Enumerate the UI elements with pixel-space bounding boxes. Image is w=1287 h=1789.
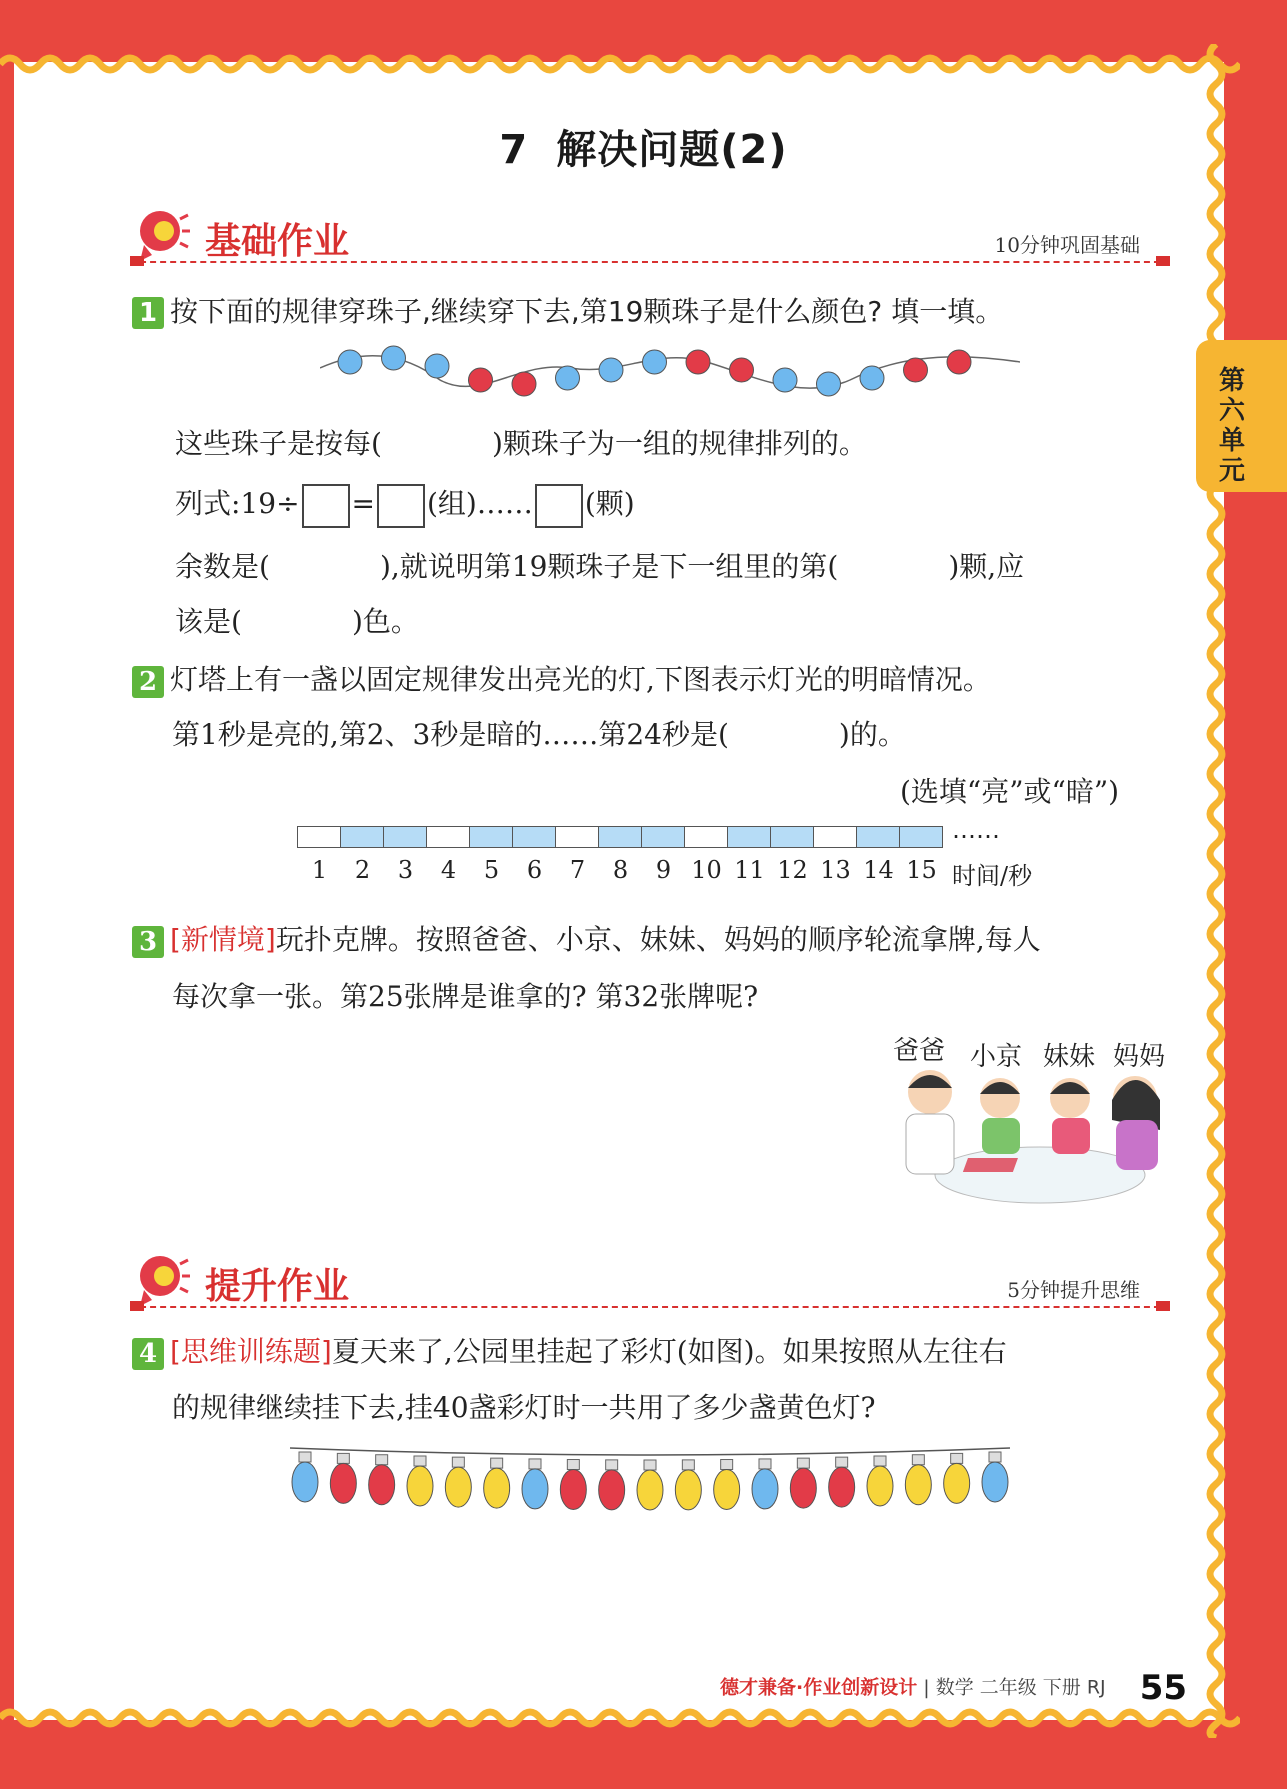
bead-red [686, 350, 710, 374]
bead-blue [338, 350, 362, 374]
q2-hint: (选填“亮”或“暗”) [900, 775, 1120, 808]
light-bulb-yellow [714, 1460, 740, 1510]
light-bulb-blue [292, 1452, 318, 1502]
cell-dark [899, 826, 943, 848]
question-2 [132, 658, 991, 698]
unit-side-tab [1196, 340, 1287, 492]
footer-brand: 德才兼备·作业创新设计 [720, 1676, 918, 1699]
cell-dark [469, 826, 513, 848]
rule-cap [1156, 1301, 1170, 1311]
light-bulb-red [829, 1457, 855, 1507]
time-tick: 7 [569, 856, 586, 884]
bead-blue [425, 354, 449, 378]
light-bulb-yellow [867, 1456, 893, 1506]
xiaojing-figure [980, 1078, 1020, 1154]
name-label: 小京 [970, 1042, 1023, 1072]
q1-formula [175, 482, 635, 528]
light-bulb-yellow [445, 1457, 471, 1507]
cell-lit [297, 826, 341, 848]
light-bulb-red [790, 1458, 816, 1508]
page-title [0, 118, 1287, 175]
family-card-game-illustration [890, 1070, 1170, 1205]
decorative-border-right [1196, 44, 1236, 1738]
unit-side-tab-label: 第六单元 [1218, 366, 1245, 486]
question-1 [132, 290, 1003, 330]
section-time-note: 10分钟巩固基础 [994, 233, 1140, 257]
bead-blue [773, 368, 797, 392]
question-number: 2 [132, 666, 164, 698]
light-bulb-red [369, 1455, 395, 1505]
question-number: 3 [132, 926, 164, 958]
question-tag: [新情境] [170, 923, 276, 956]
section-header-basic [130, 205, 1170, 275]
time-tick: 6 [526, 856, 543, 884]
light-bulb-yellow [637, 1460, 663, 1510]
time-tick: 9 [655, 856, 672, 884]
bead-red [947, 350, 971, 374]
q1-text: 该是( [175, 605, 242, 638]
question-3 [132, 918, 1041, 958]
bead-red [469, 368, 493, 392]
question-2-line2 [172, 713, 906, 753]
cell-dark [383, 826, 427, 848]
name-label: 妹妹 [1043, 1042, 1096, 1072]
name-label: 爸爸 [893, 1036, 946, 1066]
time-tick: 3 [397, 856, 414, 884]
section-header-advanced [130, 1250, 1170, 1320]
q1-text: )色。 [351, 605, 419, 638]
question-4-line2: 的规律继续挂下去,挂40盏彩灯时一共用了多少盏黄色灯? [172, 1391, 876, 1424]
time-tick: 12 [777, 856, 808, 884]
bead-blue [817, 372, 841, 396]
q1-text: 余数是( [175, 550, 270, 583]
question-4 [132, 1330, 1007, 1370]
cell-dark [856, 826, 900, 848]
question-4-line1: 夏天来了,公园里挂起了彩灯(如图)。如果按照从左往右 [331, 1335, 1007, 1368]
bead-blue [556, 366, 580, 390]
light-bulb-yellow [407, 1456, 433, 1506]
question-3-line2: 每次拿一张。第25张牌是谁拿的? 第32张牌呢? [172, 980, 759, 1013]
cell-dark [340, 826, 384, 848]
section-time-note: 5分钟提升思维 [1007, 1278, 1140, 1302]
question-1-prompt: 按下面的规律穿珠子,继续穿下去,第19颗珠子是什么颜色? 填一填。 [170, 295, 1004, 328]
section-rule [130, 1306, 1170, 1308]
bead-blue [643, 350, 667, 374]
bead-blue [382, 346, 406, 370]
answer-box[interactable] [302, 484, 350, 528]
light-bulb-red [330, 1453, 356, 1503]
cell-dark [598, 826, 642, 848]
cell-lit [813, 826, 857, 848]
section-rule [130, 261, 1170, 263]
light-timeline [298, 816, 1033, 890]
light-bulb-blue [522, 1459, 548, 1509]
timeline-cells [298, 826, 943, 848]
formula-text: (组)…… [427, 487, 533, 520]
section-title: 提升作业 [205, 1266, 350, 1307]
time-tick: 13 [820, 856, 851, 884]
bead-blue [860, 366, 884, 390]
light-bulb-blue [752, 1459, 778, 1509]
time-tick: 15 [906, 856, 937, 884]
question-number: 1 [132, 297, 164, 329]
light-bulb-yellow [944, 1453, 970, 1503]
dad-figure [906, 1070, 954, 1174]
q2-text: 第1秒是亮的,第2、3秒是暗的……第24秒是( [172, 718, 729, 751]
q2-text: )的。 [838, 718, 906, 751]
question-number: 4 [132, 1338, 164, 1370]
q1-color-line [175, 600, 419, 640]
page-footer [720, 1668, 1187, 1708]
sister-figure [1050, 1078, 1090, 1154]
bead-red [730, 358, 754, 382]
bead-red [512, 372, 536, 396]
bead-red [904, 358, 928, 382]
footer-info: 数学 二年级 下册 RJ [935, 1676, 1106, 1699]
cell-lit [684, 826, 728, 848]
question-3-line1: 玩扑克牌。按照爸爸、小京、妹妹、妈妈的顺序轮流拿牌,每人 [275, 923, 1041, 956]
footer-separator: | [923, 1676, 930, 1699]
light-bulb-red [599, 1460, 625, 1510]
time-tick: 5 [483, 856, 500, 884]
page-number: 55 [1139, 1668, 1188, 1708]
light-bulb-yellow [675, 1460, 701, 1510]
q1-text: 这些珠子是按每( [175, 427, 382, 460]
section-title: 基础作业 [205, 221, 350, 262]
cell-lit [426, 826, 470, 848]
question-tag: [思维训练题] [170, 1335, 332, 1368]
lesson-title: 解决问题(2) [556, 127, 788, 173]
light-bulb-red [560, 1460, 586, 1510]
axis-label: 时间/秒 [952, 862, 1033, 890]
time-tick: 4 [440, 856, 457, 884]
q1-text: )颗珠子为一组的规律排列的。 [491, 427, 867, 460]
q1-text: ),就说明第19颗珠子是下一组里的第( [379, 550, 839, 583]
light-bulb-blue [982, 1452, 1008, 1502]
q1-remainder-line [175, 545, 1024, 585]
formula-text: = [351, 487, 375, 520]
formula-text: 列式:19÷ [175, 487, 300, 520]
mom-figure [1112, 1076, 1160, 1170]
time-tick: 2 [354, 856, 371, 884]
q1-text: )颗,应 [948, 550, 1025, 583]
cell-dark [727, 826, 771, 848]
question-2-line1: 灯塔上有一盏以固定规律发出亮光的灯,下图表示灯光的明暗情况。 [170, 663, 991, 696]
name-label: 妈妈 [1113, 1042, 1166, 1072]
time-tick: 11 [734, 856, 765, 884]
timeline-ticks [298, 856, 998, 890]
cell-dark [512, 826, 556, 848]
light-bulb-yellow [484, 1458, 510, 1508]
time-tick: 14 [863, 856, 894, 884]
time-tick: 8 [612, 856, 629, 884]
bead-blue [599, 358, 623, 382]
rule-cap [1156, 256, 1170, 266]
cell-dark [770, 826, 814, 848]
light-bulb-yellow [905, 1455, 931, 1505]
string-lights-illustration [285, 1440, 1015, 1530]
lesson-number: 7 [499, 127, 529, 173]
decorative-border-top [0, 44, 1240, 84]
cell-lit [555, 826, 599, 848]
formula-text: (颗) [584, 487, 635, 520]
time-tick: 1 [311, 856, 328, 884]
bead-string-illustration [320, 340, 1020, 410]
timeline-ellipsis: …… [952, 816, 1000, 844]
time-tick: 10 [691, 856, 722, 884]
q1-line-group-size [175, 422, 867, 462]
answer-box[interactable] [377, 484, 425, 528]
answer-box[interactable] [535, 484, 583, 528]
cell-dark [641, 826, 685, 848]
